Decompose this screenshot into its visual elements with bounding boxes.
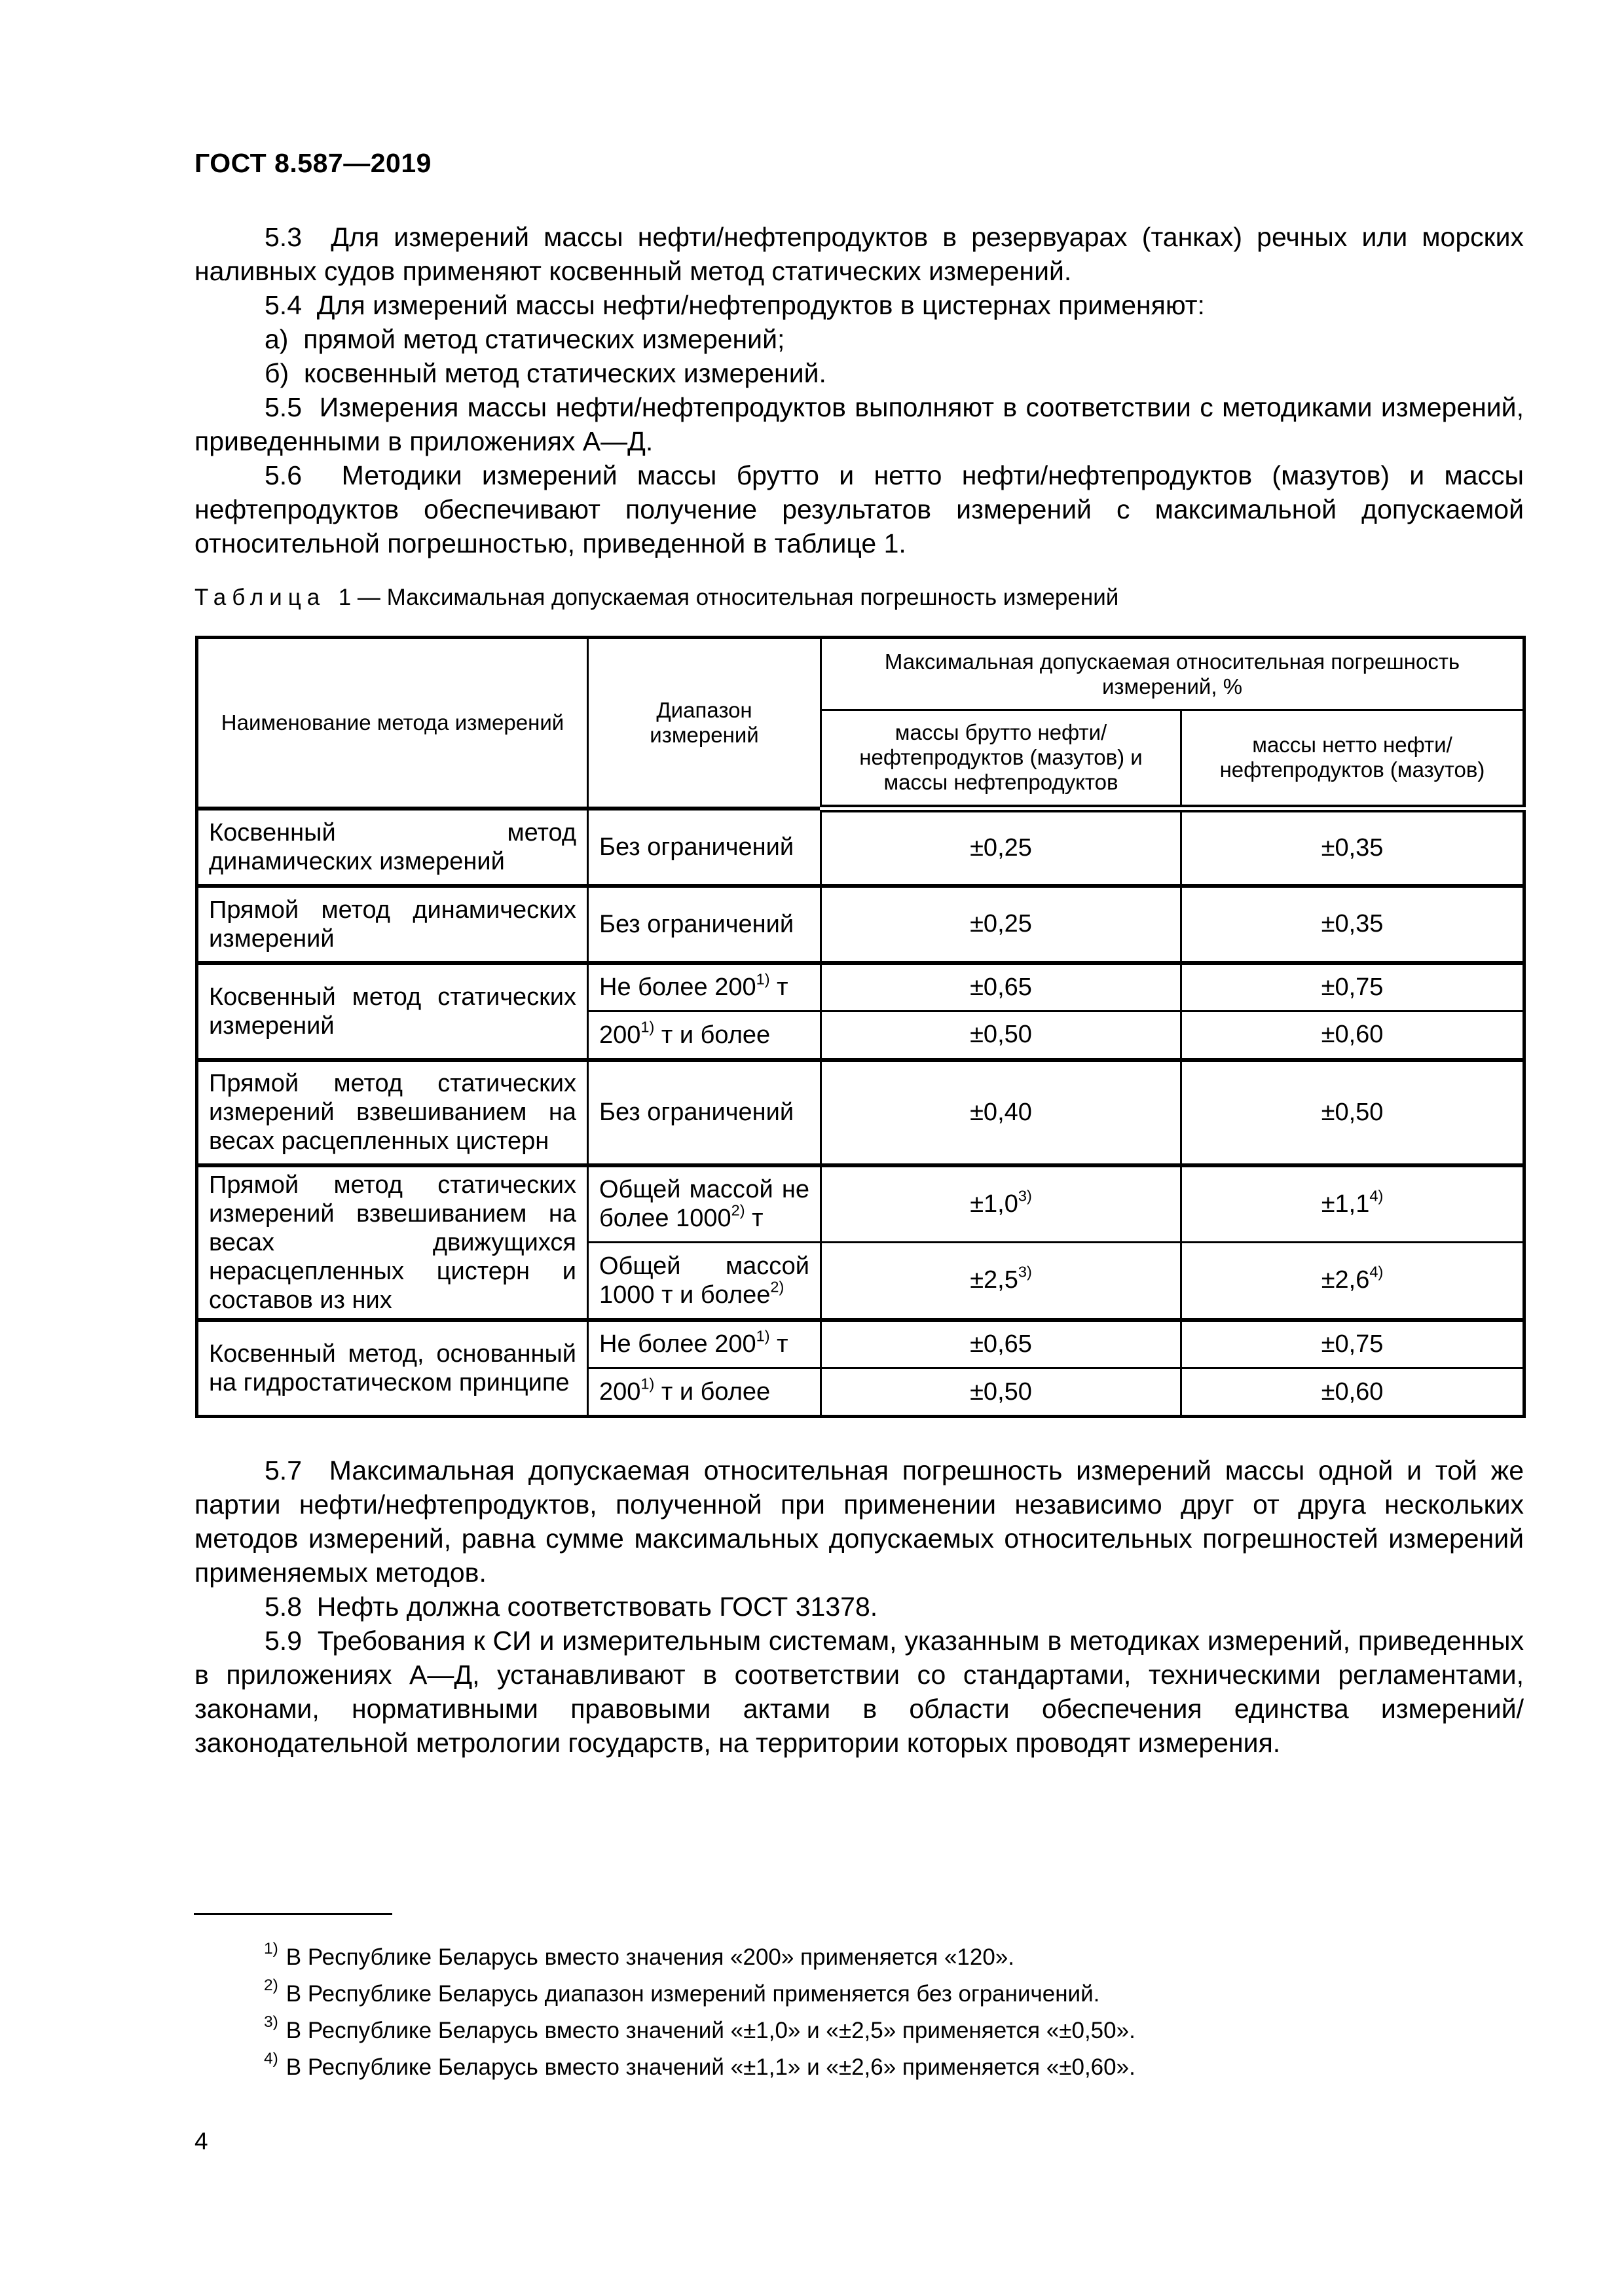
cell-gross: ±0,65: [821, 1320, 1181, 1368]
bottom-paragraphs: [194, 1453, 1524, 1760]
footnote-ref: 3): [1018, 1263, 1032, 1281]
range-text: Общей массой 1000 т и более: [599, 1252, 809, 1309]
cell-net: ±0,35: [1181, 809, 1524, 886]
list-marker: б): [265, 358, 289, 388]
paragraph-text: Максимальная допускаемая относительная погрешность измерений массы одной и той же партии нефти/нефтепродуктов, полученной при применении независимо друг от друга нескольких методов измерений, равна сумме максимальных допускаемых относительных погрешностей измерений применяемых методов.: [194, 1455, 1524, 1588]
range-unit: т: [769, 1330, 788, 1358]
cell-method: Косвенный метод статических измерений: [197, 963, 588, 1060]
paragraph-5-9: [194, 1624, 1524, 1760]
table-row: [197, 1060, 1524, 1165]
paragraph-5-4: [194, 288, 1524, 322]
cell-range: Без ограничений: [588, 809, 821, 886]
cell-method: Косвенный метод, основанный на гидростатическом принципе: [197, 1320, 588, 1417]
list-marker: а): [265, 324, 289, 354]
cell-gross: ±0,40: [821, 1060, 1181, 1165]
paragraph-number: 5.8: [265, 1592, 302, 1622]
table-row: [197, 886, 1524, 963]
footnote-ref: 2): [731, 1201, 745, 1219]
range-text: 200: [599, 1021, 641, 1049]
range-text: Не более 200: [599, 974, 756, 1002]
paragraph-number: 5.4: [265, 290, 302, 320]
paragraph-number: 5.7: [265, 1455, 302, 1485]
paragraph-number: 5.5: [265, 392, 302, 422]
paragraph-5-3: [194, 220, 1524, 288]
cell-net: ±0,60: [1181, 1011, 1524, 1060]
cell-net: ±0,75: [1181, 963, 1524, 1011]
header-net: [1181, 710, 1524, 809]
header-gross-text: массы брутто нефти/ нефтепродуктов (мазутов) и массы нефтепродуктов: [859, 720, 1143, 795]
table-row: [197, 1165, 1524, 1243]
table-caption-text: 1 — Максимальная допускаемая относительная погрешность измерений: [338, 585, 1119, 610]
paragraph-number: 5.9: [265, 1626, 302, 1656]
header-error-group: [821, 638, 1524, 710]
cell-gross: ±0,25: [821, 886, 1181, 963]
paragraph-number: 5.6: [265, 460, 302, 490]
paragraph-5-6: [194, 458, 1524, 560]
cell-range: Без ограничений: [588, 886, 821, 963]
footnote-text: В Республике Беларусь вместо значения «200» применяется «120».: [286, 1944, 1015, 1970]
footnote-ref: 1): [640, 1018, 655, 1036]
paragraph-text: Для измерений массы нефти/нефтепродуктов в цистернах применяют:: [316, 290, 1205, 320]
range-unit: т: [769, 974, 788, 1002]
cell-gross: [821, 1165, 1181, 1243]
cell-range: [588, 1165, 821, 1243]
range-text: Не более 200: [599, 1330, 756, 1358]
header-method: Наименование метода измерений: [197, 638, 588, 809]
footnotes: [264, 1939, 1135, 2086]
range-unit: т и более: [654, 1378, 771, 1406]
header-range: [588, 638, 821, 809]
paragraph-5-7: [194, 1453, 1524, 1590]
range-text: 200: [599, 1378, 641, 1406]
cell-range: Без ограничений: [588, 1060, 821, 1165]
paragraph-text: Для измерений массы нефти/нефтепродуктов в резервуарах (танках) речных или морских наливных судов применяют косвенный метод статических измерений.: [194, 222, 1524, 286]
cell-gross: ±0,25: [821, 809, 1181, 886]
cell-method: Прямой метод динамических измерений: [197, 886, 588, 963]
footnote-ref: 4): [1369, 1263, 1384, 1281]
header-gross: [821, 710, 1181, 809]
range-text: Общей массой не более 1000: [599, 1176, 809, 1233]
cell-net: [1181, 1243, 1524, 1320]
footnote-ref: 2): [770, 1278, 784, 1296]
list-item-b: [194, 356, 1524, 390]
cell-net: ±0,60: [1181, 1368, 1524, 1417]
paragraph-text: Методики измерений массы брутто и нетто нефти/нефтепродуктов (мазутов) и массы нефтепродуктов обеспечивают получение результатов измерений с максимальной допускаемой относительной погрешностью, приведенной в таблице 1.: [194, 460, 1524, 558]
cell-range: [588, 1368, 821, 1417]
cell-gross: [821, 1243, 1181, 1320]
footnote-mark: 3): [264, 2013, 278, 2031]
list-text: косвенный метод статических измерений.: [303, 358, 826, 388]
footnote-mark: 2): [264, 1976, 278, 1994]
cell-net: ±0,75: [1181, 1320, 1524, 1368]
footnote-mark: 4): [264, 2049, 278, 2068]
cell-range: [588, 1320, 821, 1368]
page-number: 4: [194, 2128, 208, 2155]
paragraph-5-8: [194, 1590, 1524, 1624]
range-unit: т и более: [654, 1021, 771, 1049]
table-row: [197, 1320, 1524, 1368]
footnote-2: [264, 1976, 1135, 2013]
cell-gross: ±0,50: [821, 1011, 1181, 1060]
header-error-group-text: Максимальная допускаемая относительная погрешность измерений, %: [884, 649, 1460, 699]
footnote-4: [264, 2049, 1135, 2086]
error-table: [195, 636, 1526, 1418]
paragraph-number: 5.3: [265, 222, 302, 252]
footnote-ref: 1): [640, 1375, 655, 1393]
footnote-1: [264, 1939, 1135, 1976]
paragraph-text: Нефть должна соответствовать ГОСТ 31378.: [316, 1592, 878, 1622]
table-caption: [194, 585, 1118, 611]
cell-method: Прямой метод статических измерений взвешиванием на весах расцепленных цистерн: [197, 1060, 588, 1165]
footnote-text: В Республике Беларусь диапазон измерений применяется без ограничений.: [286, 1981, 1100, 2007]
cell-gross: ±0,65: [821, 963, 1181, 1011]
cell-net: ±0,35: [1181, 886, 1524, 963]
footnote-ref: 3): [1018, 1187, 1032, 1205]
cell-range: [588, 1243, 821, 1320]
cell-range: [588, 1011, 821, 1060]
range-unit: т: [745, 1205, 764, 1233]
table-row: [197, 963, 1524, 1011]
paragraph-text: Измерения массы нефти/нефтепродуктов выполняют в соответствии с методиками измерений, приведенными в приложениях А—Д.: [194, 392, 1524, 456]
footnote-text: В Республике Беларусь вместо значений «±1,0» и «±2,5» применяется «±0,50».: [286, 2018, 1135, 2043]
footnote-3: [264, 2013, 1135, 2049]
value-text: ±1,1: [1321, 1190, 1370, 1218]
table-row: [197, 809, 1524, 886]
cell-method: Прямой метод статических измерений взвешиванием на весах движущихся нерасцепленных цистерн и составов из них: [197, 1165, 588, 1320]
top-paragraphs: [194, 220, 1524, 560]
footnote-mark: 1): [264, 1939, 278, 1958]
paragraph-text: Требования к СИ и измерительным системам, указанным в методиках измерений, приведенных в приложениях А—Д, устанавливают в соответствии со стандартами, техническими регламентами, законами, нормативными правовыми актами в области обеспечения единства измерений/законодательной метрологии государств, на территории которых проводят измерения.: [194, 1626, 1524, 1758]
footnote-ref: 4): [1369, 1187, 1384, 1205]
list-text: прямой метод статических измерений;: [303, 324, 785, 354]
cell-gross: ±0,50: [821, 1368, 1181, 1417]
value-text: ±2,5: [970, 1266, 1018, 1294]
cell-net: ±0,50: [1181, 1060, 1524, 1165]
list-item-a: [194, 322, 1524, 356]
value-text: ±2,6: [1321, 1266, 1370, 1294]
footnote-divider: [194, 1913, 392, 1915]
footnote-ref: 1): [756, 970, 770, 988]
cell-net: [1181, 1165, 1524, 1243]
header-range-text: Диапазон измерений: [650, 697, 759, 747]
footnote-ref: 1): [756, 1327, 770, 1345]
paragraph-5-5: [194, 390, 1524, 458]
document-header: ГОСТ 8.587—2019: [194, 148, 432, 178]
cell-method: Косвенный метод динамических измерений: [197, 809, 588, 886]
footnote-text: В Республике Беларусь вместо значений «±1,1» и «±2,6» применяется «±0,60».: [286, 2054, 1135, 2080]
cell-range: [588, 963, 821, 1011]
value-text: ±1,0: [970, 1190, 1018, 1218]
table-caption-label: Таблица: [194, 585, 326, 610]
header-net-text: массы нетто нефти/ нефтепродуктов (мазутов): [1219, 733, 1485, 782]
